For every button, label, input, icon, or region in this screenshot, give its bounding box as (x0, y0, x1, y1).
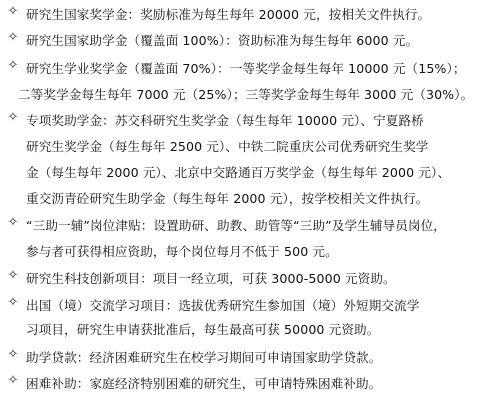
item-text: 助学贷款：经济困难研究生在校学习期间可申请国家助学贷款。 (26, 350, 382, 365)
item-text: 重交沥青砼研究生助学金（每生每年 2000 元），按学校相关文件执行。 (26, 191, 429, 206)
diamond-bullet-icon: ✧ (7, 30, 19, 45)
diamond-bullet-icon: ✧ (7, 58, 19, 73)
item-text: 专项奖助学金：苏交科研究生奖学金（每生每年 10000 元）、宁夏路桥 (26, 113, 424, 128)
item-text: 参与者可获得相应资助，每个岗位每月不低于 500 元。 (26, 244, 338, 259)
diamond-bullet-icon: ✧ (7, 295, 19, 310)
diamond-bullet-icon: ✧ (7, 215, 19, 230)
item-text: 研究生学业奖学金（覆盖面 70%）：一等奖学金每生每年 10000 元（15%）； (26, 61, 466, 76)
item-text: 二等奖学金每生每年 7000 元（25%）；三等奖学金每生每年 3000 元（30%）。 (18, 87, 474, 102)
item-text: 困难补助：家庭经济特别困难的研究生，可申请特殊困难补助。 (26, 376, 382, 391)
diamond-bullet-icon: ✧ (7, 373, 19, 388)
diamond-bullet-icon: ✧ (7, 268, 19, 283)
item-text: “三助一辅”岗位津贴：设置助研、助教、助管等“三助”及学生辅导员岗位， (26, 218, 447, 233)
item-text: 研究生奖学金（每生每年 2500 元）、中铁二院重庆公司优秀研究生奖学 (26, 139, 429, 154)
item-text: 研究生国家奖学金：奖励标准为每生每年 20000 元，按相关文件执行。 (26, 7, 431, 22)
item-text: 研究生科技创新项目：项目一经立项，可获 3000-5000 元资助。 (26, 271, 396, 286)
diamond-bullet-icon: ✧ (7, 4, 19, 19)
diamond-bullet-icon: ✧ (7, 110, 19, 125)
item-text: 出国（境）交流学习项目：选拔优秀研究生参加国（境）外短期交流学 (26, 298, 420, 313)
item-text: 研究生国家助学金（覆盖面 100%）：资助标准为每生每年 6000 元。 (26, 33, 419, 48)
diamond-bullet-icon: ✧ (7, 347, 19, 362)
item-text: 习项目，研究生申请获批准后，每生最高可获 50000 元资助。 (26, 322, 380, 337)
item-text: 金（每生每年 2000 元）、北京中交路通百万奖学金（每生每年 2000 元）、 (26, 165, 451, 180)
